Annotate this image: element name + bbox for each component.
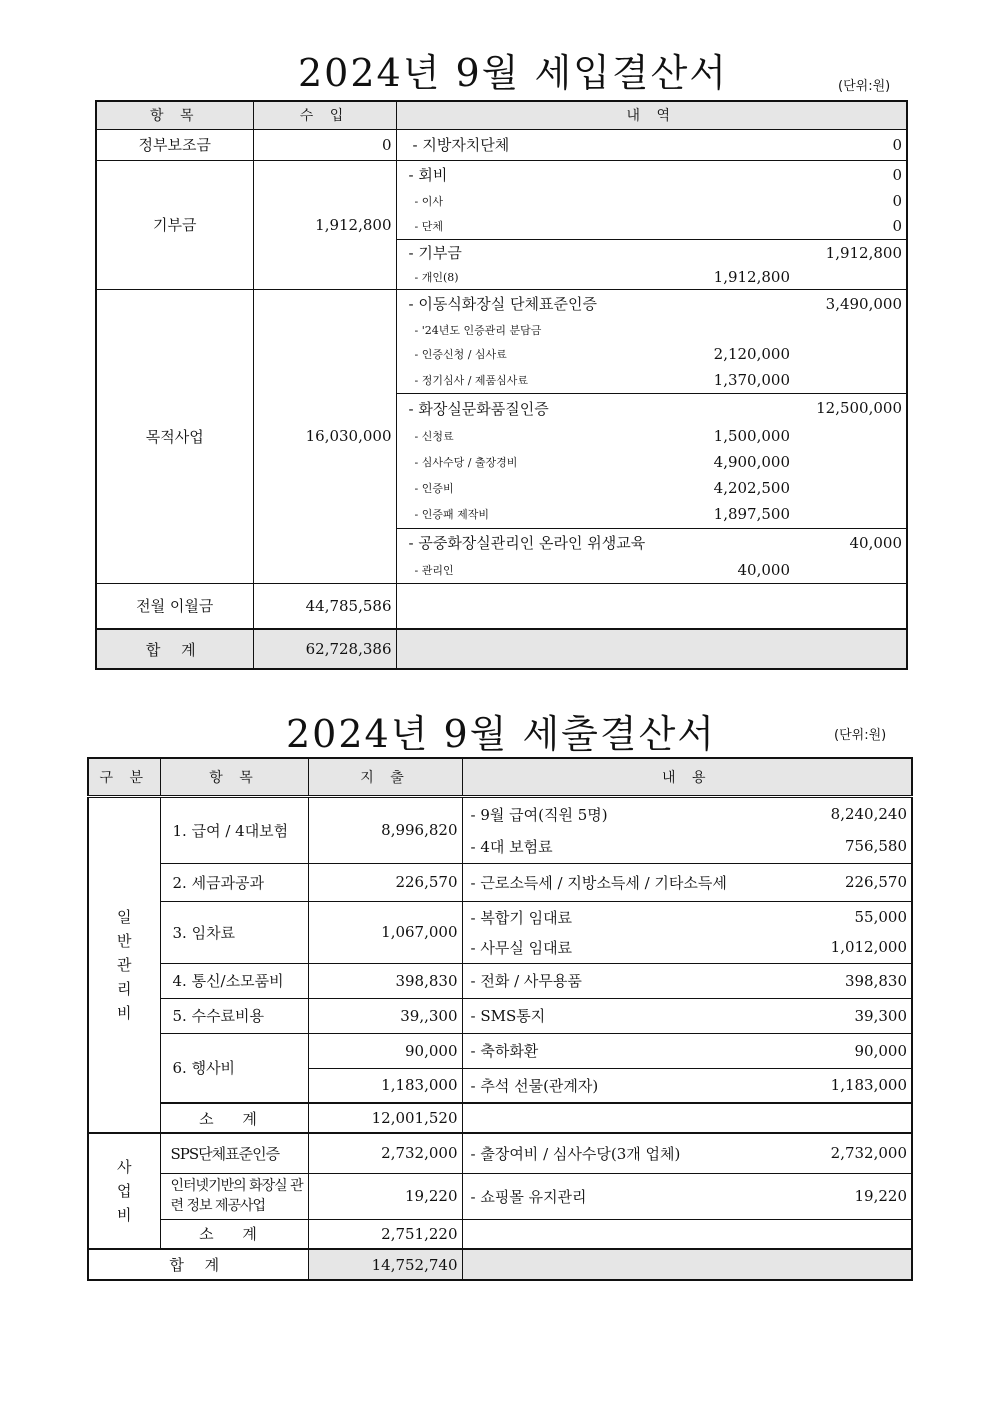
income-detail-gov: - 지방자치단체 0 [396,129,907,160]
expense-item-r3: 3. 임차료 [160,901,308,963]
expense-total-label: 합 계 [88,1249,308,1280]
expense-amount-r4: 398,830 [308,963,462,998]
income-unit: (단위:원) [838,79,891,94]
expense-title: 2024년 9월 세출결산서 [286,712,716,756]
expense-item-r1: 1. 급여 / 4대보험 [160,796,308,863]
expense-amount-r5: 39,,300 [308,998,462,1033]
expense-table [87,757,913,1281]
expense-item-r8: 인터넷기반의 화장실 관련 정보 제공사업 [160,1173,308,1219]
expense-header-detail: 내 용 [462,758,912,796]
expense-amount-r6b: 1,183,000 [308,1068,462,1103]
expense-amount-r7: 2,732,000 [308,1133,462,1173]
income-amount-carry: 44,785,586 [253,583,396,629]
expense-amount-r3: 1,067,000 [308,901,462,963]
income-item-gov: 정부보조금 [96,129,253,160]
expense-subtotal1-detail [462,1103,912,1133]
expense-amount-r8: 19,220 [308,1173,462,1219]
expense-detail-r4: - 전화 / 사무용품 398,830 [462,963,912,998]
expense-detail-r1: - 9월 급여(직원 5명) 8,240,240 - 4대 보험료 756,580 [462,796,912,863]
income-header-amount: 수 입 [253,101,396,129]
expense-header-item: 항 목 [160,758,308,796]
expense-amount-r6a: 90,000 [308,1033,462,1068]
income-item-purpose: 목적사업 [96,289,253,583]
expense-detail-r5: - SMS통지 39,300 [462,998,912,1033]
expense-group-business: 사업비 [88,1133,160,1249]
income-detail-purpose: - 이동식화장실 단체표준인증 3,490,000 - '24년도 인증관리 분담금 - 인증신청 / 심사료 2,120,000 - 정기심사 / 제품심사료 1,370,000 - 화장실문화품질인증 12,500,000 - 신청료 1,500,000 - 심사수당 / 출장경비 4,900,000 - 인증비 4,202,500 - 인증패 제작비 1,897,500 - 공중화장실관리인 온라인 위생교육 40,000 - 관리인 40,000 [396,289,907,583]
expense-total-detail [462,1249,912,1280]
income-item-total: 합 계 [96,629,253,669]
income-detail-carry [396,583,907,629]
expense-item-r6: 6. 행사비 [160,1033,308,1103]
expense-detail-r6b: - 추석 선물(관계자) 1,183,000 [462,1068,912,1103]
expense-subtotal1-amount: 12,001,520 [308,1103,462,1133]
income-title: 2024년 9월 세입결산서 [298,51,728,95]
expense-amount-r2: 226,570 [308,863,462,901]
income-amount-total: 62,728,386 [253,629,396,669]
expense-detail-r7: - 출장여비 / 심사수당(3개 업체) 2,732,000 [462,1133,912,1173]
expense-group-general: 일반관리비 [88,796,160,1133]
income-detail-total [396,629,907,669]
income-header-item: 항 목 [96,101,253,129]
expense-header-group: 구 분 [88,758,160,796]
expense-detail-r2: - 근로소득세 / 지방소득세 / 기타소득세 226,570 [462,863,912,901]
income-header-detail: 내 역 [396,101,907,129]
income-amount-purpose: 16,030,000 [253,289,396,583]
expense-subtotal2-label: 소 계 [160,1219,308,1249]
income-table [95,100,908,670]
expense-header-amount: 지 출 [308,758,462,796]
expense-detail-r8: - 쇼핑몰 유지관리 19,220 [462,1173,912,1219]
expense-unit: (단위:원) [834,728,887,743]
expense-total-amount: 14,752,740 [308,1249,462,1280]
expense-subtotal2-detail [462,1219,912,1249]
income-item-carry: 전월 이월금 [96,583,253,629]
income-amount-donation: 1,912,800 [253,160,396,289]
income-item-donation: 기부금 [96,160,253,289]
expense-amount-r1: 8,996,820 [308,796,462,863]
income-amount-gov: 0 [253,129,396,160]
expense-detail-r3: - 복합기 임대료 55,000 - 사무실 임대료 1,012,000 [462,901,912,963]
expense-item-r7: SPS단체표준인증 [160,1133,308,1173]
expense-subtotal2-amount: 2,751,220 [308,1219,462,1249]
expense-item-r4: 4. 통신/소모품비 [160,963,308,998]
expense-subtotal1-label: 소 계 [160,1103,308,1133]
income-detail-donation: - 회비 0 - 이사 0 - 단체 0 - 기부금 1,912,800 - 개인(8) 1,912,800 [396,160,907,289]
expense-detail-r6a: - 축하화환 90,000 [462,1033,912,1068]
expense-item-r2: 2. 세금과공과 [160,863,308,901]
expense-item-r5: 5. 수수료비용 [160,998,308,1033]
